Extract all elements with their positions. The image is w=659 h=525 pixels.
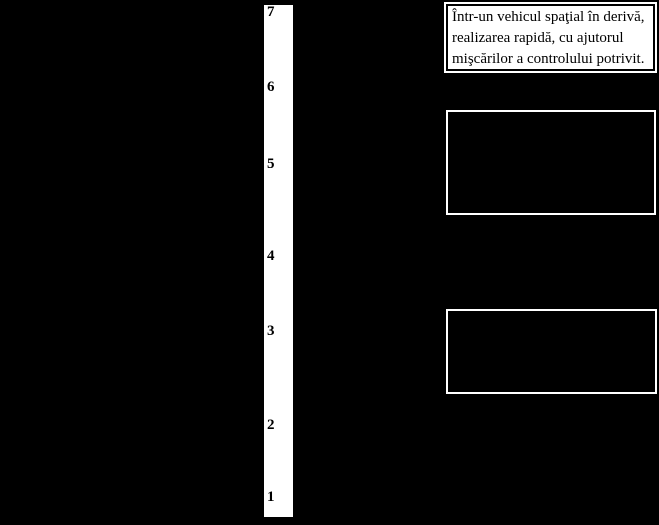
description-box-border — [446, 4, 655, 71]
scale-label-3: 3 — [267, 323, 275, 339]
empty-box-upper — [446, 110, 656, 215]
scale-label-5: 5 — [267, 156, 275, 172]
scale-label-6: 6 — [267, 79, 275, 95]
scale-label-1: 1 — [267, 489, 275, 505]
scale-label-2: 2 — [267, 417, 275, 433]
description-line-3: mişcărilor a controlului potrivit. — [452, 51, 645, 67]
rating-scale-strip — [264, 5, 293, 517]
description-line-1: Într-un vehicul spaţial în derivă, — [452, 9, 645, 25]
empty-box-lower — [446, 309, 657, 394]
scale-label-4: 4 — [267, 248, 275, 264]
scale-label-7: 7 — [267, 4, 275, 20]
description-box — [444, 2, 657, 73]
description-line-2: realizarea rapidă, cu ajutorul — [452, 30, 624, 46]
